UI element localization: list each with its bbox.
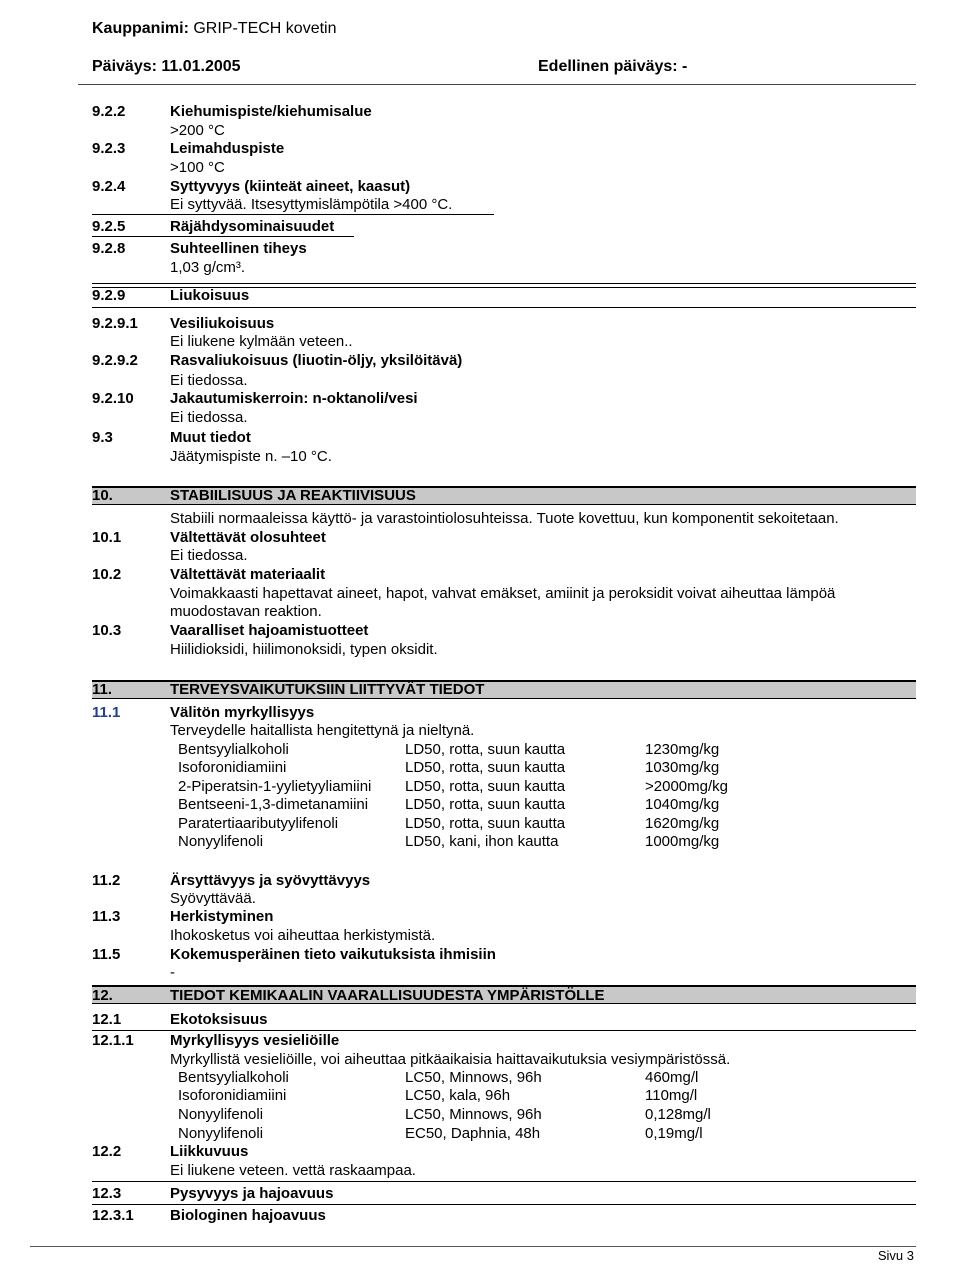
section-number: 9.2.8	[92, 240, 126, 257]
section-text: Ei liukene veteen. vettä raskaampaa.	[170, 1162, 416, 1179]
section-title: Vesiliukoisuus	[170, 315, 275, 332]
table-cell-value: 1030mg/kg	[645, 759, 720, 776]
section-title: Liikkuvuus	[170, 1143, 249, 1160]
table-cell-value: >2000mg/kg	[645, 778, 728, 795]
section-title: Vältettävät materiaalit	[170, 566, 326, 583]
section-number: 11.2	[92, 872, 121, 889]
section-text: Ei syttyvää. Itsesyttymislämpötila >400 °C.	[170, 196, 453, 213]
table-cell-value: 110mg/l	[645, 1087, 698, 1104]
section-text: Syövyttävää.	[170, 890, 256, 907]
section-text: >200 °C	[170, 122, 225, 139]
section-text: Voimakkaasti hapettavat aineet, hapot, vahvat emäkset, amiinit ja peroksidit voivat aiheuttaa lämpöä	[170, 585, 836, 602]
table-cell-test: LD50, rotta, suun kautta	[405, 741, 566, 758]
table-cell-value: 0,19mg/l	[645, 1125, 703, 1142]
section-title: Vaaralliset hajoamistuotteet	[170, 622, 369, 639]
table-cell-test: LD50, kani, ihon kautta	[405, 833, 559, 850]
section-title: Myrkyllisyys vesieliöille	[170, 1032, 340, 1049]
table-cell-test: LD50, rotta, suun kautta	[405, 759, 566, 776]
table-cell-substance: Bentseeni-1,3-dimetanamiini	[178, 796, 369, 813]
section-title: Ekotoksisuus	[170, 1011, 268, 1028]
table-cell-substance: Isoforonidiamiini	[178, 1087, 287, 1104]
section-number: 12.	[92, 987, 113, 1004]
table-cell-test: LD50, rotta, suun kautta	[405, 815, 566, 832]
section-title: Leimahduspiste	[170, 140, 285, 157]
section-text: Jäätymispiste n. –10 °C.	[170, 448, 332, 465]
section-title: Räjähdysominaisuudet	[170, 218, 335, 235]
section-text: 1,03 g/cm³.	[170, 259, 246, 276]
table-cell-test: LC50, Minnows, 96h	[405, 1106, 542, 1123]
section-text: Ei tiedossa.	[170, 372, 248, 389]
divider	[92, 236, 354, 237]
section-text: -	[170, 964, 175, 981]
section-heading: TERVEYSVAIKUTUKSIIN LIITTYVÄT TIEDOT	[170, 681, 485, 698]
section-text: Ei tiedossa.	[170, 547, 248, 564]
table-cell-substance: Paratertiaaributyylifenoli	[178, 815, 339, 832]
section-number: 9.2.10	[92, 390, 134, 407]
section-heading: TIEDOT KEMIKAALIN VAARALLISUUDESTA YMPÄRISTÖLLE	[170, 987, 605, 1004]
section-text: Myrkyllistä vesieliöille, voi aiheuttaa pitkäaikaisia haittavaikutuksia vesiympäristössä.	[170, 1051, 731, 1068]
section-number: 9.2.3	[92, 140, 126, 157]
table-cell-substance: 2-Piperatsin-1-yylietyyliamiini	[178, 778, 372, 795]
section-text: muodostavan reaktion.	[170, 603, 322, 620]
table-cell-test: LC50, Minnows, 96h	[405, 1069, 542, 1086]
divider	[92, 1204, 916, 1205]
section-title: Biologinen hajoavuus	[170, 1207, 326, 1224]
section-title: Muut tiedot	[170, 429, 251, 446]
section-title: Kiehumispiste/kiehumisalue	[170, 103, 372, 120]
section-number: 12.3.1	[92, 1207, 134, 1224]
divider	[92, 1181, 916, 1182]
section-number: 11.	[92, 681, 113, 698]
table-cell-value: 1040mg/kg	[645, 796, 720, 813]
section-number: 11.1	[92, 704, 121, 721]
section-number: 9.2.9.2	[92, 352, 138, 369]
section-number: 11.3	[92, 908, 121, 925]
footer-divider	[30, 1246, 916, 1247]
table-cell-value: 1000mg/kg	[645, 833, 720, 850]
page-number: Sivu 3	[877, 1248, 914, 1263]
section-title: Syttyvyys (kiinteät aineet, kaasut)	[170, 178, 411, 195]
section-title: Rasvaliukoisuus (liuotin-öljy, yksilöitävä)	[170, 352, 463, 369]
section-number: 10.2	[92, 566, 122, 583]
table-cell-value: 460mg/l	[645, 1069, 699, 1086]
section-number: 9.2.9	[92, 287, 126, 304]
product-label: Kauppanimi: GRIP-TECH kovetin	[92, 20, 337, 37]
section-text: Ei liukene kylmään veteen..	[170, 333, 353, 350]
section-heading: STABIILISUUS JA REAKTIIVISUUS	[170, 487, 416, 504]
product-name: GRIP-TECH kovetin	[193, 20, 337, 37]
table-cell-substance: Bentsyylialkoholi	[178, 1069, 289, 1086]
section-text: Stabiili normaaleissa käyttö- ja varastointiolosuhteissa. Tuote kovettuu, kun komponentit sekoitetaan.	[170, 510, 839, 527]
section-number: 12.3	[92, 1185, 122, 1202]
section-text: Terveydelle haitallista hengitettynä ja nieltynä.	[170, 722, 475, 739]
section-number: 12.1	[92, 1011, 122, 1028]
section-title: Liukoisuus	[170, 287, 250, 304]
table-cell-value: 1620mg/kg	[645, 815, 720, 832]
table-cell-substance: Nonyylifenoli	[178, 1106, 264, 1123]
section-title: Ärsyttävyys ja syövyttävyys	[170, 872, 371, 889]
section-number: 9.2.5	[92, 218, 126, 235]
date-label: Päiväys: 11.01.2005	[92, 58, 241, 75]
section-title: Herkistyminen	[170, 908, 274, 925]
table-cell-value: 1230mg/kg	[645, 741, 720, 758]
divider	[92, 307, 916, 308]
section-number: 9.2.2	[92, 103, 126, 120]
section-title: Välitön myrkyllisyys	[170, 704, 315, 721]
header-divider	[78, 84, 916, 85]
table-cell-substance: Nonyylifenoli	[178, 833, 264, 850]
section-title: Kokemusperäinen tieto vaikutuksista ihmisiin	[170, 946, 496, 963]
section-title: Pysyvyys ja hajoavuus	[170, 1185, 334, 1202]
section-title: Jakautumiskerroin: n-oktanoli/vesi	[170, 390, 418, 407]
section-number: 11.5	[92, 946, 121, 963]
section-number: 12.1.1	[92, 1032, 134, 1049]
divider	[92, 214, 494, 215]
table-cell-substance: Nonyylifenoli	[178, 1125, 264, 1142]
table-cell-substance: Isoforonidiamiini	[178, 759, 287, 776]
section-title: Vältettävät olosuhteet	[170, 529, 326, 546]
section-number: 9.3	[92, 429, 113, 446]
section-text: Ei tiedossa.	[170, 409, 248, 426]
section-number: 9.2.4	[92, 178, 126, 195]
section-number: 10.3	[92, 622, 122, 639]
section-text: >100 °C	[170, 159, 225, 176]
section-title: Suhteellinen tiheys	[170, 240, 307, 257]
table-cell-test: LD50, rotta, suun kautta	[405, 778, 566, 795]
section-text: Ihokosketus voi aiheuttaa herkistymistä.	[170, 927, 436, 944]
divider	[92, 1030, 916, 1031]
table-cell-test: LD50, rotta, suun kautta	[405, 796, 566, 813]
section-number: 10.1	[92, 529, 122, 546]
table-cell-test: LC50, kala, 96h	[405, 1087, 511, 1104]
table-cell-substance: Bentsyylialkoholi	[178, 741, 289, 758]
section-text: Hiilidioksidi, hiilimonoksidi, typen oksidit.	[170, 641, 438, 658]
previous-date-label: Edellinen päiväys: -	[538, 58, 688, 75]
section-number: 9.2.9.1	[92, 315, 138, 332]
section-number: 10.	[92, 487, 113, 504]
table-cell-value: 0,128mg/l	[645, 1106, 711, 1123]
table-cell-test: EC50, Daphnia, 48h	[405, 1125, 541, 1142]
section-number: 12.2	[92, 1143, 122, 1160]
